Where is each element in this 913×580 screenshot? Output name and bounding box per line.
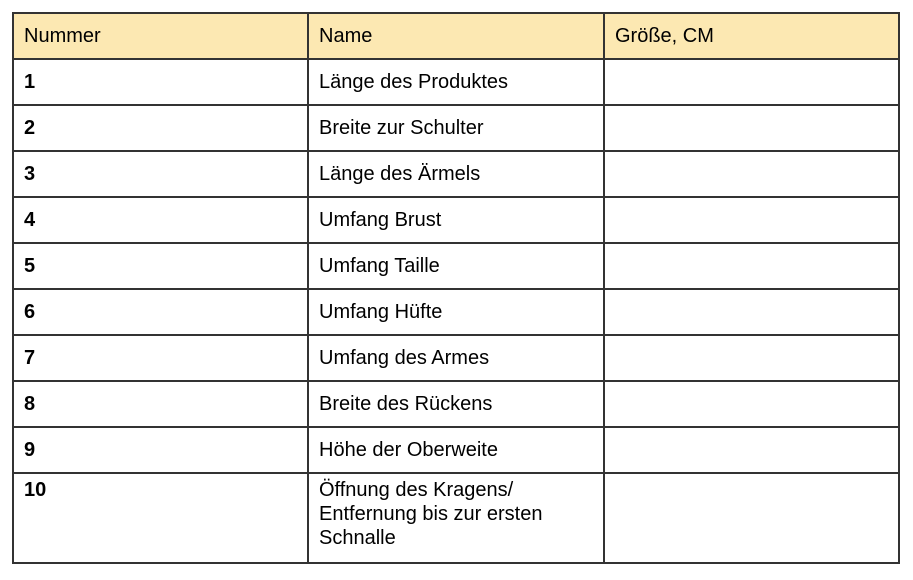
table-row [13, 473, 899, 563]
row-number: 10 [13, 473, 308, 563]
row-name: Breite des Rückens [308, 381, 604, 427]
row-number: 5 [13, 243, 308, 289]
row-size [604, 381, 899, 427]
table-row [13, 59, 899, 105]
row-size [604, 243, 899, 289]
row-size [604, 473, 899, 563]
row-name: Länge des Ärmels [308, 151, 604, 197]
size-table [12, 12, 900, 564]
row-name: Umfang Taille [308, 243, 604, 289]
header-row [13, 13, 899, 59]
row-name: Öffnung des Kragens/ Entfernung bis zur ersten Schnalle [308, 473, 604, 563]
table-row [13, 381, 899, 427]
row-name: Länge des Produktes [308, 59, 604, 105]
row-size [604, 59, 899, 105]
row-name: Breite zur Schulter [308, 105, 604, 151]
row-number: 3 [13, 151, 308, 197]
row-number: 7 [13, 335, 308, 381]
row-name: Umfang Hüfte [308, 289, 604, 335]
header-size: Größe, CM [604, 13, 899, 59]
row-name: Höhe der Oberweite [308, 427, 604, 473]
header-number: Nummer [13, 13, 308, 59]
table-row [13, 427, 899, 473]
row-size [604, 105, 899, 151]
row-number: 8 [13, 381, 308, 427]
table-row [13, 335, 899, 381]
table-row [13, 197, 899, 243]
row-name: Umfang des Armes [308, 335, 604, 381]
header-name: Name [308, 13, 604, 59]
row-number: 2 [13, 105, 308, 151]
row-size [604, 427, 899, 473]
row-number: 1 [13, 59, 308, 105]
row-number: 6 [13, 289, 308, 335]
row-size [604, 151, 899, 197]
table-row [13, 243, 899, 289]
table-row [13, 289, 899, 335]
table-row [13, 105, 899, 151]
row-name: Umfang Brust [308, 197, 604, 243]
row-number: 9 [13, 427, 308, 473]
row-size [604, 289, 899, 335]
row-size [604, 197, 899, 243]
row-size [604, 335, 899, 381]
table-row [13, 151, 899, 197]
row-number: 4 [13, 197, 308, 243]
